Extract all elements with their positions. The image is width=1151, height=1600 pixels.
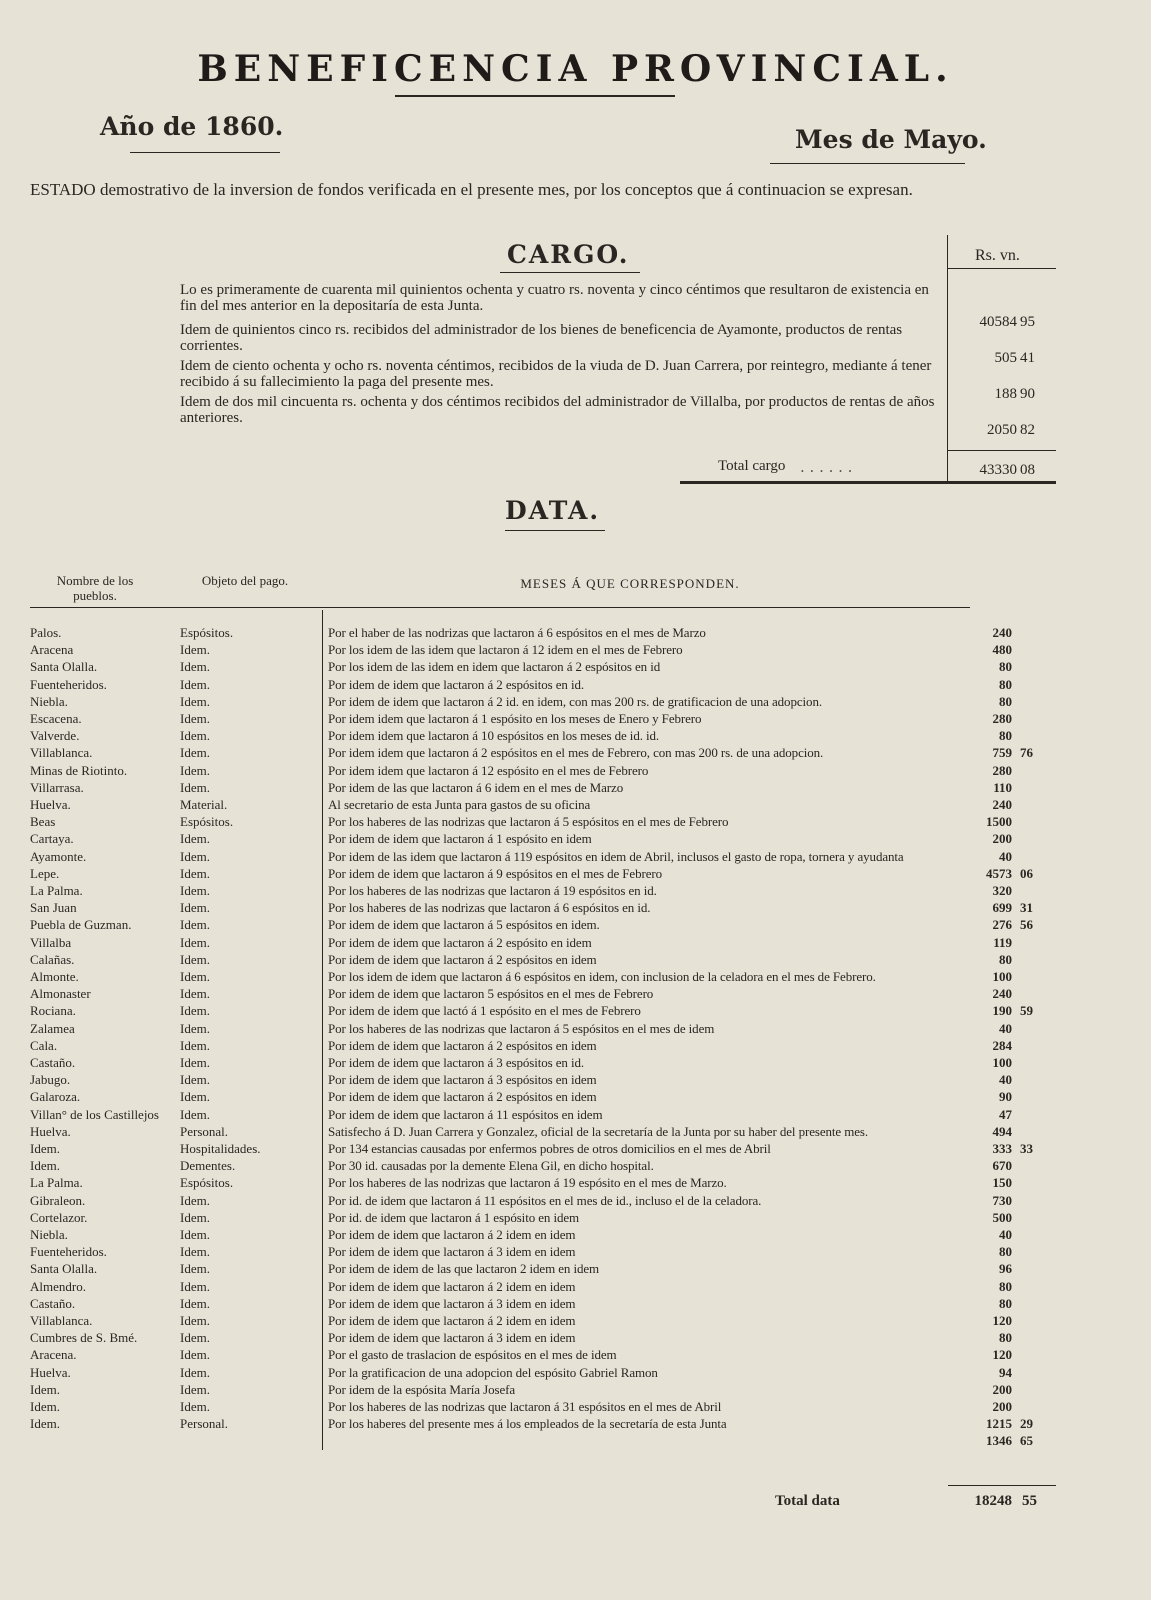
row-concepto: Por los haberes de las nodrizas que lactaron á 6 espósitos en id. — [328, 900, 651, 916]
table-row — [0, 659, 1151, 675]
table-row — [0, 1244, 1151, 1260]
cargo-item-2-ct: 41 — [1020, 350, 1035, 366]
table-row — [0, 1416, 1151, 1432]
row-objeto: Idem. — [180, 1313, 210, 1328]
row-objeto: Idem. — [180, 1330, 210, 1346]
table-row — [0, 1038, 1151, 1054]
cargo-item-4-rs: 2050 — [987, 422, 1017, 438]
row-pueblo: Calañas. — [30, 951, 75, 967]
row-concepto: Por idem de idem que lactaron á 2 idem en idem — [328, 1278, 576, 1294]
row-pueblo: Almonaster — [30, 986, 91, 1002]
row-pueblo: Minas de Riotinto. — [30, 762, 128, 778]
row-pueblo: Villalba — [30, 934, 72, 950]
row-concepto: Por idem de idem que lactó á 1 espósito en el mes de Febrero — [328, 1003, 641, 1019]
table-row — [0, 1365, 1151, 1381]
row-reales: 730 — [992, 1192, 1012, 1208]
intro-paragraph: ESTADO demostrativo de la inversion de fondos verificada en el presente mes, por los conceptos que á continuacion se expresan. — [30, 180, 913, 199]
row-objeto: Idem. — [180, 1055, 210, 1070]
row-objeto: Idem. — [180, 693, 210, 709]
cargo-heading: CARGO. — [507, 240, 630, 269]
row-objeto: Idem. — [180, 1244, 210, 1260]
title-ornament-rule — [395, 95, 675, 97]
row-concepto: Por idem idem que lactaron á 2 espósitos en el mes de Febrero, con mas 200 rs. de una adopcion. — [328, 745, 824, 761]
row-concepto: Por idem idem que lactaron á 12 espósito en el mes de Febrero — [328, 762, 649, 778]
cargo-bottom-rule — [680, 481, 1056, 484]
rs-heading-underline — [948, 268, 1056, 269]
row-objeto: Idem. — [180, 1261, 210, 1277]
table-row — [0, 1003, 1151, 1019]
row-reales: 240 — [992, 986, 1012, 1002]
row-objeto: Idem. — [180, 1399, 210, 1414]
row-pueblo: Huelva. — [30, 797, 71, 812]
row-reales: 40 — [999, 1227, 1012, 1242]
row-reales: 500 — [992, 1209, 1012, 1225]
row-reales: 40 — [999, 848, 1012, 864]
row-reales: 120 — [992, 1347, 1012, 1363]
row-objeto: Idem. — [180, 1381, 210, 1397]
row-concepto: Por idem de las que lactaron á 6 idem en el mes de Marzo — [328, 779, 624, 795]
cargo-total-rs: 43330 — [979, 462, 1017, 478]
row-reales: 90 — [999, 1089, 1012, 1105]
row-reales: 100 — [992, 969, 1012, 984]
row-concepto: Por los haberes del presente mes á los empleados de la secretaría de esta Junta — [328, 1416, 727, 1432]
rs-column-heading: Rs. vn. — [975, 247, 1020, 264]
row-objeto: Idem. — [180, 779, 210, 795]
row-objeto: Idem. — [180, 986, 210, 1002]
year-label: Año de 1860. — [100, 112, 284, 141]
row-objeto: Idem. — [180, 676, 210, 692]
year-rule — [130, 152, 280, 153]
row-concepto: Por los haberes de las nodrizas que lactaron á 5 espósitos en el mes de idem — [328, 1020, 715, 1036]
table-row — [0, 1399, 1151, 1415]
data-total-rs: 18248 — [974, 1493, 1012, 1509]
row-reales: 47 — [999, 1106, 1012, 1122]
page-title: BENEFICENCIA PROVINCIAL. — [197, 48, 954, 90]
row-concepto: Por idem de idem que lactaron á 11 espósitos en idem — [328, 1106, 603, 1122]
table-row — [0, 917, 1151, 933]
data-heading: DATA. — [505, 496, 601, 525]
table-row — [0, 883, 1151, 899]
row-objeto: Espósitos. — [180, 1175, 234, 1191]
table-row — [0, 797, 1151, 813]
row-objeto: Personal. — [180, 1416, 229, 1432]
row-pueblo: Castaño. — [30, 1055, 76, 1070]
table-row — [0, 1433, 1151, 1449]
table-row — [0, 745, 1151, 761]
row-reales: 96 — [999, 1261, 1012, 1277]
row-reales: 670 — [992, 1158, 1012, 1174]
row-objeto: Idem. — [180, 1364, 210, 1380]
row-objeto: Idem. — [180, 917, 210, 933]
cargo-item-2-rs: 505 — [994, 350, 1017, 366]
table-row — [0, 677, 1151, 693]
cargo-item-4: Idem de dos mil cincuenta rs. ochenta y dos céntimos recibidos del administrador de Villalba, por productos de rentas de años anteriores. — [180, 394, 935, 426]
row-pueblo: Fuenteheridos. — [30, 676, 107, 692]
cargo-item-4-ct: 82 — [1020, 422, 1035, 438]
row-concepto: Por los haberes de las nodrizas que lactaron á 19 espósito en el mes de Marzo. — [328, 1175, 727, 1191]
row-reales: 110 — [993, 779, 1012, 795]
row-pueblo: Lepe. — [30, 865, 60, 881]
month-rule — [770, 163, 965, 164]
row-concepto: Por idem idem que lactaron á 1 espósito en los meses de Enero y Febrero — [328, 711, 702, 726]
table-row — [0, 1330, 1151, 1346]
table-row — [0, 642, 1151, 658]
row-pueblo: Puebla de Guzman. — [30, 917, 132, 933]
row-concepto: Por 30 id. causadas por la demente Elena Gil, en dicho hospital. — [328, 1158, 654, 1174]
table-row — [0, 1141, 1151, 1157]
row-pueblo: La Palma. — [30, 1175, 83, 1191]
row-concepto: Por los haberes de las nodrizas que lactaron á 19 espósitos en id. — [328, 883, 657, 898]
table-row — [0, 780, 1151, 796]
row-reales: 40 — [999, 1020, 1012, 1036]
row-centimos: 31 — [1020, 900, 1033, 916]
row-centimos: 06 — [1020, 865, 1033, 881]
row-reales: 119 — [993, 934, 1012, 950]
row-pueblo: Jabugo. — [30, 1072, 71, 1088]
row-objeto: Idem. — [180, 1089, 210, 1105]
row-objeto: Idem. — [180, 1072, 210, 1088]
row-concepto: Por idem idem que lactaron á 10 espósitos en los meses de id. id. — [328, 728, 660, 744]
row-centimos: 33 — [1020, 1141, 1033, 1156]
row-concepto: Por idem de idem que lactaron á 3 espósitos en id. — [328, 1055, 585, 1070]
cargo-total-label: Total cargo — [718, 458, 786, 474]
row-reales: 280 — [992, 711, 1012, 726]
table-row — [0, 1210, 1151, 1226]
table-row — [0, 1072, 1151, 1088]
table-row — [0, 1313, 1151, 1329]
table-row — [0, 814, 1151, 830]
row-reales: 240 — [992, 625, 1012, 640]
row-pueblo: Palos. — [30, 625, 62, 640]
row-reales: 120 — [992, 1313, 1012, 1328]
row-concepto: Por idem de idem que lactaron á 2 espósito en idem — [328, 934, 592, 950]
data-header-underline — [30, 607, 970, 608]
table-row — [0, 866, 1151, 882]
row-reales: 1346 — [986, 1433, 1012, 1449]
row-concepto: Por idem de idem que lactaron á 1 espósito en idem — [328, 831, 592, 847]
row-reales: 100 — [992, 1055, 1012, 1070]
row-reales: 80 — [999, 1244, 1012, 1260]
table-row — [0, 1124, 1151, 1140]
row-concepto: Por los idem de las idem en idem que lactaron á 2 espósitos en id — [328, 659, 661, 675]
row-pueblo: Cartaya. — [30, 831, 74, 847]
row-reales: 280 — [992, 762, 1012, 778]
row-pueblo: Villarrasa. — [30, 779, 84, 795]
column-header-meses: MESES Á QUE CORRESPONDEN. — [520, 576, 740, 591]
cargo-item-1-ct: 95 — [1020, 314, 1035, 330]
row-objeto: Idem. — [180, 1227, 210, 1242]
row-pueblo: Zalamea — [30, 1020, 75, 1036]
row-objeto: Personal. — [180, 1123, 229, 1139]
row-pueblo: Castaño. — [30, 1295, 76, 1311]
row-pueblo: Villablanca. — [30, 1313, 93, 1328]
row-reales: 200 — [992, 1399, 1012, 1414]
row-reales: 80 — [999, 1330, 1012, 1346]
row-reales: 284 — [992, 1037, 1012, 1053]
row-concepto: Al secretario de esta Junta para gastos de su oficina — [328, 797, 591, 812]
row-reales: 200 — [992, 831, 1012, 847]
row-concepto: Por idem de la espósita María Josefa — [328, 1381, 516, 1397]
cargo-item-3: Idem de ciento ochenta y ocho rs. noventa céntimos, recibidos de la viuda de D. Juan Carrera, por reintegro, mediante á tener recibido á su fallecimiento la paga del presente mes. — [180, 358, 932, 390]
row-objeto: Idem. — [180, 951, 210, 967]
row-reales: 80 — [999, 1295, 1012, 1311]
row-objeto: Espósitos. — [180, 814, 234, 830]
row-pueblo: Almendro. — [30, 1278, 86, 1294]
row-pueblo: Cortelazor. — [30, 1209, 88, 1225]
table-row — [0, 1227, 1151, 1243]
data-sum-rule — [948, 1485, 1056, 1486]
table-row — [0, 1193, 1151, 1209]
row-concepto: Por los haberes de las nodrizas que lactaron á 31 espósitos en el mes de Abril — [328, 1399, 722, 1414]
cargo-item-3-rs: 188 — [994, 386, 1017, 402]
row-concepto: Por los haberes de las nodrizas que lactaron á 5 espósitos en el mes de Febrero — [328, 814, 729, 830]
row-concepto: Por el haber de las nodrizas que lactaron á 6 espósitos en el mes de Marzo — [328, 625, 706, 640]
row-pueblo: Huelva. — [30, 1364, 71, 1380]
row-objeto: Idem. — [180, 762, 210, 778]
row-reales: 80 — [999, 1278, 1012, 1294]
cargo-item-1-rs: 40584 — [979, 314, 1017, 330]
table-row — [0, 694, 1151, 710]
row-reales: 240 — [992, 797, 1012, 812]
row-pueblo: Idem. — [30, 1381, 60, 1397]
row-pueblo: Aracena — [30, 642, 74, 658]
table-row — [0, 831, 1151, 847]
table-row — [0, 1021, 1151, 1037]
row-pueblo: Ayamonte. — [30, 848, 87, 864]
data-rule — [505, 530, 605, 531]
row-reales: 1500 — [986, 814, 1012, 830]
row-objeto: Idem. — [180, 934, 210, 950]
row-pueblo: La Palma. — [30, 883, 83, 898]
row-reales: 759 — [992, 745, 1012, 761]
row-concepto: Por idem de idem que lactaron á 2 espósitos en idem — [328, 1089, 597, 1105]
table-row — [0, 728, 1151, 744]
row-pueblo: Idem. — [30, 1399, 60, 1414]
row-reales: 333 — [992, 1141, 1012, 1156]
column-header-objeto: Objeto del pago. — [201, 573, 289, 588]
column-header-pueblos: Nombre de los pueblos. — [56, 573, 134, 603]
table-row — [0, 711, 1151, 727]
row-pueblo: Gibraleon. — [30, 1192, 86, 1208]
row-concepto: Por la gratificacion de una adopcion del espósito Gabriel Ramon — [328, 1364, 658, 1380]
row-concepto: Por idem de idem que lactaron á 5 espósitos en idem. — [328, 917, 600, 933]
row-objeto: Idem. — [180, 659, 210, 675]
row-pueblo: Santa Olalla. — [30, 1261, 98, 1277]
row-pueblo: Villan° de los Castillejos — [30, 1106, 159, 1122]
row-concepto: Por idem de idem que lactaron á 2 espósitos en idem — [328, 1037, 597, 1053]
cargo-item-2: Idem de quinientos cinco rs. recibidos del administrador de los bienes de beneficencia de Ayamonte, productos de rentas corrientes. — [180, 322, 903, 354]
row-objeto: Hospitalidades. — [180, 1141, 261, 1156]
row-centimos: 65 — [1020, 1433, 1033, 1449]
row-reales: 4573 — [986, 865, 1012, 881]
table-row — [0, 969, 1151, 985]
row-concepto: Por 134 estancias causadas por enfermos pobres de otros domicilios en el mes de Abril — [328, 1141, 771, 1156]
row-concepto: Por idem de idem que lactaron á 3 idem en idem — [328, 1295, 576, 1311]
row-reales: 494 — [992, 1123, 1012, 1139]
table-row — [0, 1175, 1151, 1191]
row-objeto: Idem. — [180, 728, 210, 744]
row-concepto: Por idem de idem de las que lactaron 2 idem en idem — [328, 1261, 600, 1277]
cargo-sum-rule — [948, 450, 1056, 451]
row-objeto: Idem. — [180, 1209, 210, 1225]
table-row — [0, 763, 1151, 779]
row-objeto: Idem. — [180, 900, 210, 916]
row-objeto: Idem. — [180, 1278, 210, 1294]
row-objeto: Idem. — [180, 1347, 210, 1363]
row-pueblo: Valverde. — [30, 728, 80, 744]
table-row — [0, 1107, 1151, 1123]
row-reales: 80 — [999, 659, 1012, 675]
row-pueblo: Santa Olalla. — [30, 659, 98, 675]
table-row — [0, 625, 1151, 641]
row-reales: 80 — [999, 728, 1012, 744]
row-concepto: Por idem de idem que lactaron á 2 espósitos en idem — [328, 951, 597, 967]
table-row — [0, 1279, 1151, 1295]
data-total-ct: 55 — [1022, 1493, 1037, 1509]
row-reales: 80 — [999, 676, 1012, 692]
data-total-label: Total data — [775, 1493, 840, 1509]
row-reales: 320 — [992, 883, 1012, 898]
row-pueblo: Escacena. — [30, 711, 82, 726]
row-concepto: Por idem de idem que lactaron 5 espósitos en el mes de Febrero — [328, 986, 654, 1002]
row-reales: 190 — [992, 1003, 1012, 1019]
row-reales: 699 — [992, 900, 1012, 916]
row-objeto: Idem. — [180, 1037, 210, 1053]
row-reales: 94 — [999, 1364, 1012, 1380]
cargo-total-leader: . . . . . . — [800, 458, 853, 476]
table-row — [0, 1158, 1151, 1174]
table-row — [0, 986, 1151, 1002]
row-pueblo: Cumbres de S. Bmé. — [30, 1330, 138, 1346]
row-concepto: Por id. de idem que lactaron á 1 espósito en idem — [328, 1209, 580, 1225]
table-row — [0, 1382, 1151, 1398]
row-concepto: Por idem de idem que lactaron á 2 idem en idem — [328, 1313, 576, 1328]
row-pueblo: Aracena. — [30, 1347, 77, 1363]
row-pueblo: Idem. — [30, 1141, 60, 1156]
row-objeto: Idem. — [180, 642, 210, 658]
row-pueblo: Rociana. — [30, 1003, 76, 1019]
row-concepto: Por idem de idem que lactaron á 3 idem en idem — [328, 1330, 576, 1346]
row-concepto: Por id. de idem que lactaron á 11 espósitos en el mes de id., incluso el de la celadora. — [328, 1192, 762, 1208]
cargo-item-3-ct: 90 — [1020, 386, 1035, 402]
row-objeto: Idem. — [180, 1295, 210, 1311]
row-concepto: Por los idem de idem que lactaron á 6 espósitos en idem, con inclusion de la celadora en el mes de Febrero. — [328, 969, 876, 984]
row-pueblo: Fuenteheridos. — [30, 1244, 107, 1260]
row-centimos: 76 — [1020, 745, 1033, 761]
row-concepto: Por idem de idem que lactaron á 9 espósitos en el mes de Febrero — [328, 865, 663, 881]
cargo-item-1: Lo es primeramente de cuarenta mil quinientos ochenta y cuatro rs. noventa y cinco céntimos que resultaron de existencia en fin del mes anterior en la depositaría de esta Junta. — [180, 282, 929, 314]
table-row — [0, 952, 1151, 968]
row-objeto: Idem. — [180, 745, 210, 761]
cargo-rule — [500, 272, 640, 273]
row-pueblo: Niebla. — [30, 693, 68, 709]
row-concepto: Por idem de idem que lactaron á 2 espósitos en id. — [328, 676, 585, 692]
row-reales: 1215 — [986, 1416, 1012, 1432]
row-reales: 80 — [999, 693, 1012, 709]
row-concepto: Por idem de idem que lactaron á 3 idem en idem — [328, 1244, 576, 1260]
row-reales: 150 — [992, 1175, 1012, 1191]
row-concepto: Por el gasto de traslacion de espósitos en el mes de idem — [328, 1347, 617, 1363]
row-pueblo: Cala. — [30, 1037, 58, 1053]
row-reales: 40 — [999, 1072, 1012, 1088]
row-reales: 480 — [992, 642, 1012, 658]
row-concepto: Satisfecho á D. Juan Carrera y Gonzalez, oficial de la secretaría de la Junta por su haber del presente mes. — [328, 1123, 869, 1139]
row-concepto: Por idem de las idem que lactaron á 119 espósitos en idem de Abril, inclusos el gasto de ropa, tornera y ayudanta — [328, 848, 904, 864]
row-objeto: Idem. — [180, 883, 210, 898]
row-pueblo: Niebla. — [30, 1227, 68, 1242]
row-pueblo: Idem. — [30, 1416, 60, 1432]
cargo-column-divider — [947, 235, 948, 481]
table-row — [0, 900, 1151, 916]
row-reales: 276 — [992, 917, 1012, 933]
row-pueblo: Huelva. — [30, 1123, 71, 1139]
row-reales: 200 — [992, 1381, 1012, 1397]
row-objeto: Idem. — [180, 1192, 210, 1208]
table-row — [0, 1347, 1151, 1363]
row-pueblo: Almonte. — [30, 969, 79, 984]
row-objeto: Idem. — [180, 831, 210, 847]
row-objeto: Idem. — [180, 1020, 210, 1036]
row-objeto: Idem. — [180, 711, 210, 726]
row-pueblo: Beas — [30, 814, 56, 830]
cargo-total-ct: 08 — [1020, 462, 1035, 478]
row-objeto: Idem. — [180, 865, 210, 881]
table-row — [0, 849, 1151, 865]
row-concepto: Por idem de idem que lactaron á 3 espósitos en idem — [328, 1072, 597, 1088]
row-objeto: Material. — [180, 797, 228, 812]
row-objeto: Idem. — [180, 969, 210, 984]
row-pueblo: Galaroza. — [30, 1089, 81, 1105]
row-objeto: Idem. — [180, 1106, 210, 1122]
table-row — [0, 1261, 1151, 1277]
row-centimos: 56 — [1020, 917, 1033, 933]
row-pueblo: Villablanca. — [30, 745, 93, 761]
table-row — [0, 935, 1151, 951]
month-label: Mes de Mayo. — [795, 125, 987, 154]
row-concepto: Por idem de idem que lactaron á 2 idem en idem — [328, 1227, 576, 1242]
table-row — [0, 1296, 1151, 1312]
row-objeto: Idem. — [180, 1003, 210, 1019]
row-centimos: 29 — [1020, 1416, 1033, 1432]
table-row — [0, 1089, 1151, 1105]
row-objeto: Espósitos. — [180, 625, 234, 640]
table-row — [0, 1055, 1151, 1071]
row-objeto: Dementes. — [180, 1158, 236, 1174]
row-pueblo: Idem. — [30, 1158, 60, 1174]
row-concepto: Por los idem de las idem que lactaron á 12 idem en el mes de Febrero — [328, 642, 683, 658]
row-objeto: Idem. — [180, 848, 210, 864]
row-concepto: Por idem de idem que lactaron á 2 id. en idem, con mas 200 rs. de gratificacion de una adopcion. — [328, 693, 822, 709]
row-pueblo: San Juan — [30, 900, 77, 916]
row-centimos: 59 — [1020, 1003, 1033, 1019]
row-reales: 80 — [999, 951, 1012, 967]
